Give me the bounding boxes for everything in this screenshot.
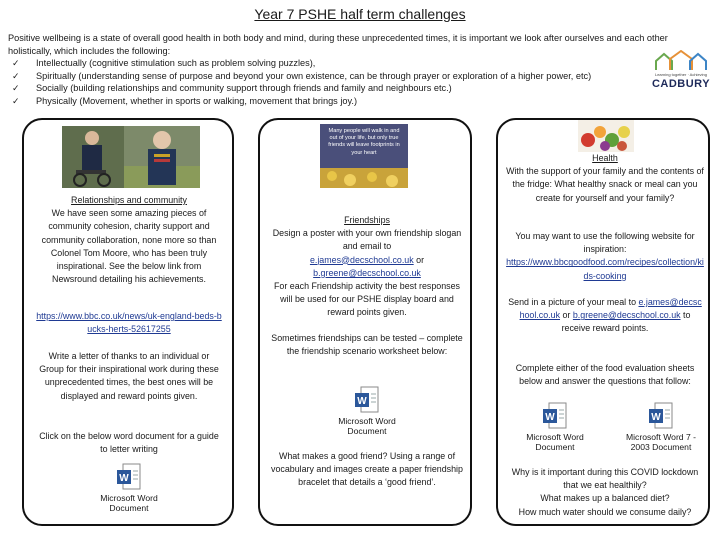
list-item: ✓ Intellectually (cognitive stimulation such as problem solving puzzles), (12, 58, 316, 69)
letter-task: Write a letter of thanks to an individual or Group for their inspirational work during these unprecedented times, the best ones will be displayed and reward points given. (39, 351, 219, 401)
doc-label: Microsoft Word Document (526, 432, 584, 452)
send-picture-text: Send in a picture of your meal to (508, 297, 637, 307)
wellbeing-list (8, 57, 692, 107)
check-icon: ✓ (12, 83, 20, 94)
question-covid: Why is it important during this COVID lockdown that we eat healthily? (511, 467, 699, 491)
friendship-quote-image (320, 124, 408, 188)
word-document-icon (649, 402, 673, 429)
friendships-heading: Friendships (344, 215, 390, 225)
doc-label: Microsoft Word Document (100, 493, 158, 513)
check-icon: ✓ (12, 95, 20, 106)
email-james-link[interactable]: e.james@decschool.co.uk (309, 254, 414, 265)
check-icon: ✓ (12, 70, 20, 81)
word-document-icon (117, 463, 141, 490)
bracelet-task: What makes a good friend? Using a range of vocabulary and images create a paper friendship bracelet that details a ‘good friend’. (271, 451, 463, 488)
friendships-panel: Many people will walk in and out of your life, but only true friends will leave footprints in your heart Friendships Design a poster with your own friendship slogan and email to e.james@decschool.co.uk or b.greene@decschool.co.uk For each Friendship activity the best responses will be used for our PSHE display board and reward points given. Sometimes friendships can be tested – complete the friendship scenario worksheet below: W Microsoft Word Document What makes a good friend? Using a range of vocabulary and images create a paper friendship bracelet that details a ‘good friend’. (258, 118, 472, 526)
scenario-worksheet-doc[interactable] (324, 386, 410, 436)
list-item: ✓ Physically (Movement, whether in sports or walking, movement that brings joy.) (12, 95, 358, 106)
reward-text: For each Friendship activity the best responses will be used for our PSHE display board and reward points given. (274, 281, 460, 318)
captain-tom-photo (62, 126, 200, 188)
houses-logo-icon (648, 50, 714, 74)
question-water: How much water should we consume daily? (518, 506, 692, 517)
list-item: ✓ Spiritually (understanding sense of purpose and beyond your own existence, can be through prayer or exploration of a higher power, etc) (12, 70, 592, 81)
svg-text:W: W (357, 396, 367, 407)
intro-section (8, 32, 692, 108)
food-evaluation-doc-2[interactable] (616, 402, 706, 452)
relationships-body: We have seen some amazing pieces of community cohesion, charity support and community collaboration, none more so than Colonel Tom Moore, who has been truly inspirational. See the below link from Newsround detailing his achievements. (41, 208, 217, 285)
health-panel: Health With the support of your family and the contents of the fridge: What healthy snack or meal can you create for yourself and your family? You may want to use the following website for inspiration: https://www.bbcgoodfood.com/recipes/collection/kids-cooking Send in a picture of your meal to e.james@decschool.co.uk or b.greene@decschool.co.uk to receive reward points. Complete either of the food evaluation sheets below and answer the questions that follow: W Microsoft Word Document W Microsoft Word 7 - 2003 Document Why is it important during this COVID lockdown that we eat healthily? What makes up a balanced diet? How much water should we consume daily? (496, 118, 710, 526)
school-logo (648, 50, 714, 96)
health-heading: Health (592, 153, 618, 163)
svg-text:W: W (651, 412, 661, 423)
health-intro: With the support of your family and the contents of the fridge: What healthy snack or meal can you create for yourself and your family? (506, 166, 704, 203)
poster-task: Design a poster with your own friendship slogan and email to (272, 228, 462, 252)
newsround-link[interactable]: https://www.bbc.co.uk/news/uk-england-beds-bucks-herts-52617255 (36, 311, 222, 335)
bbc-good-food-link[interactable]: https://www.bbcgoodfood.com/recipes/collection/kids-cooking (506, 257, 704, 281)
logo-tagline: Learning together · Achieving (654, 72, 708, 77)
food-evaluation-doc-1[interactable] (510, 402, 600, 452)
word-document-icon (355, 386, 379, 413)
intro-text: Positive wellbeing is a state of overall good health in both body and mind, during these unprecedented times, it is important we look after ourselves and each other holistically, which includes the following: (8, 33, 668, 56)
doc-label: Microsoft Word 7 - 2003 Document (625, 432, 697, 452)
inspiration-text: You may want to use the following website for inspiration: (515, 231, 695, 255)
check-icon: ✓ (12, 58, 20, 69)
quote-text: Many people will walk in and out of your life, but only true friends will leave footprints in your heart (328, 128, 400, 156)
svg-text:W: W (545, 412, 555, 423)
word-document-icon (543, 402, 567, 429)
scenario-task: Sometimes friendships can be tested – complete the friendship scenario worksheet below: (271, 333, 463, 357)
email-greene-link[interactable]: b.greene@decschool.co.uk (572, 310, 681, 321)
page-title: Year 7 PSHE half term challenges (254, 6, 466, 22)
healthy-food-image (578, 120, 634, 152)
question-balanced-diet: What makes up a balanced diet? (540, 493, 670, 504)
relationships-heading: Relationships and community (71, 195, 187, 205)
letter-guide-doc[interactable] (86, 463, 172, 513)
relationships-panel (22, 118, 234, 526)
food-evaluation-text: Complete either of the food evaluation sheets below and answer the questions that follow: (515, 363, 695, 387)
doc-label: Microsoft Word Document (338, 416, 396, 436)
email-greene-link[interactable]: b.greene@decschool.co.uk (313, 267, 421, 278)
email-james-link[interactable]: e.james@decschool.co.uk (519, 297, 702, 321)
list-item: ✓ Socially (building relationships and community support through friends and family and neighbours etc.) (12, 83, 452, 94)
logo-text: CADBURY (651, 78, 711, 90)
svg-text:W: W (119, 473, 129, 484)
letter-guide-text: Click on the below word document for a guide to letter writing (39, 431, 219, 455)
